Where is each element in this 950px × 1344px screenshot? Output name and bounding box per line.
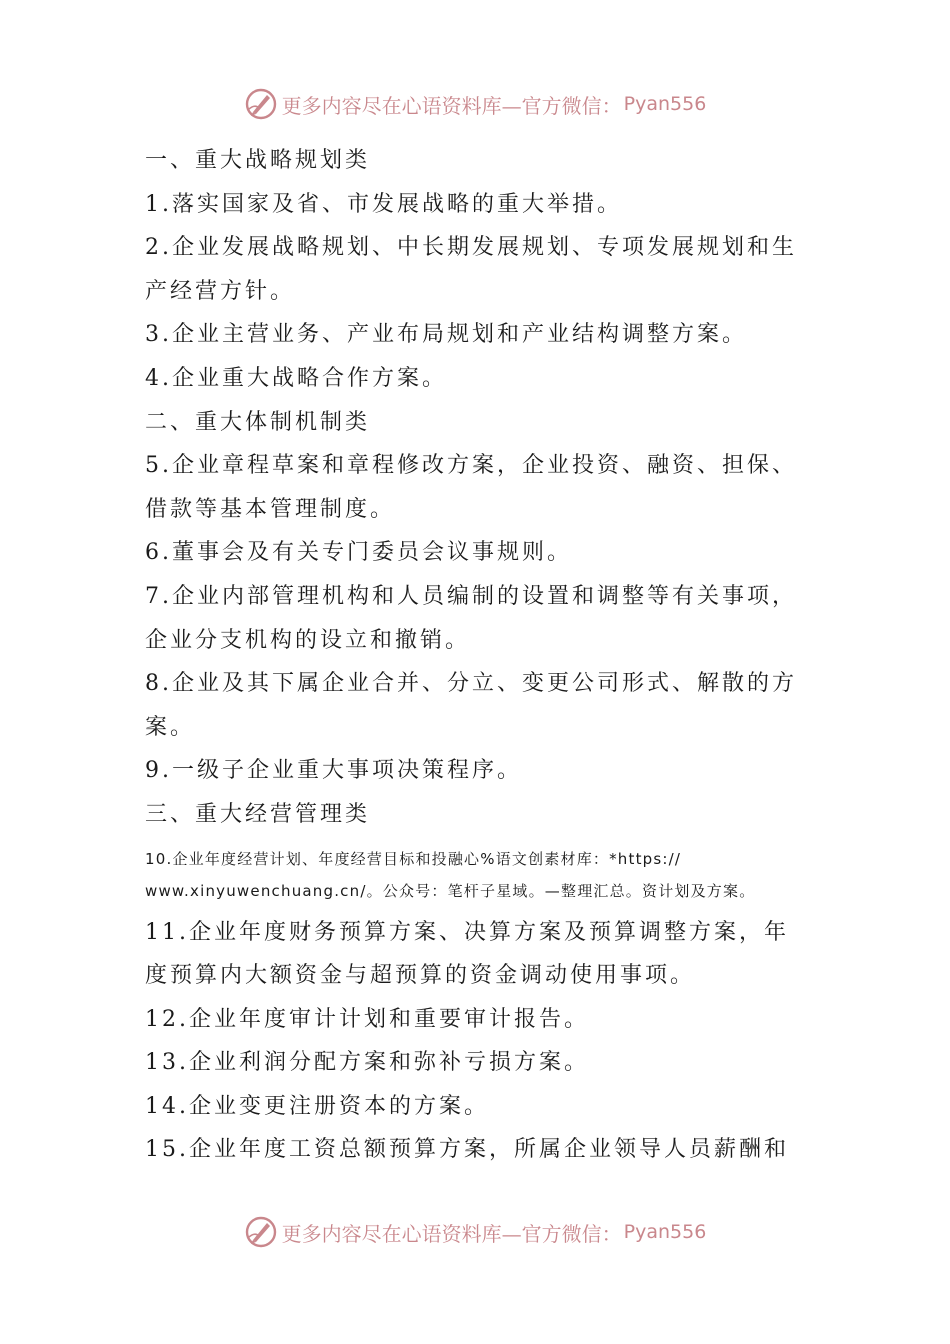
paragraph-line: 案。: [145, 714, 196, 740]
paragraph-line: www.xinyuwenchuang.cn/。公众号：笔杆子星域。—整理汇总。资计划及方案。: [145, 881, 756, 900]
watermark-header: [0, 84, 950, 124]
paragraph-line: 10.企业年度经营计划、年度经营目标和投融心%语文创素材库：*https://: [145, 849, 682, 868]
paragraph-line: 14.企业变更注册资本的方案。: [145, 1093, 489, 1119]
paragraph-line: 2.企业发展战略规划、中长期发展规划、专项发展规划和生: [145, 235, 797, 261]
paragraph-line: 1.落实国家及省、市发展战略的重大举措。: [145, 191, 622, 217]
paragraph-line: 产经营方针。: [145, 278, 296, 304]
section-heading: 二、重大体制机制类: [145, 409, 371, 435]
paragraph-line: 借款等基本管理制度。: [145, 496, 396, 522]
paragraph-line: 3.企业主营业务、产业布局规划和产业结构调整方案。: [145, 322, 747, 348]
watermark-wechat-id: Pyan556: [623, 93, 707, 115]
watermark-text: 更多内容尽在心语资料库—官方微信：: [281, 1221, 622, 1246]
paragraph-line: 12.企业年度审计计划和重要审计报告。: [145, 1006, 589, 1032]
section-heading: 一、重大战略规划类: [145, 148, 371, 173]
watermark-text: 更多内容尽在心语资料库—官方微信：: [281, 93, 622, 118]
document-body: [145, 139, 825, 1172]
paragraph-line: 11.企业年度财务预算方案、决算方案及预算调整方案，年: [145, 919, 789, 945]
paragraph-line: 9.一级子企业重大事项决策程序。: [145, 758, 522, 784]
watermark-wechat-id: Pyan556: [623, 1221, 707, 1243]
pen-logo-icon: [244, 87, 278, 121]
watermark-footer: [0, 1212, 950, 1252]
paragraph-line: 度预算内大额资金与超预算的资金调动使用事项。: [145, 963, 696, 989]
pen-logo-icon: [244, 1215, 278, 1249]
paragraph-line: 15.企业年度工资总额预算方案，所属企业领导人员薪酬和: [145, 1137, 789, 1163]
section-heading: 三、重大经营管理类: [145, 801, 371, 827]
paragraph-line: 4.企业重大战略合作方案。: [145, 365, 447, 391]
paragraph-line: 7.企业内部管理机构和人员编制的设置和调整等有关事项，: [145, 583, 797, 609]
paragraph-line: 8.企业及其下属企业合并、分立、变更公司形式、解散的方: [145, 671, 797, 697]
paragraph-line: 企业分支机构的设立和撤销。: [145, 627, 471, 653]
paragraph-line: 13.企业利润分配方案和弥补亏损方案。: [145, 1050, 589, 1076]
paragraph-line: 6.董事会及有关专门委员会议事规则。: [145, 540, 572, 566]
paragraph-line: 5.企业章程草案和章程修改方案，企业投资、融资、担保、: [145, 453, 797, 479]
